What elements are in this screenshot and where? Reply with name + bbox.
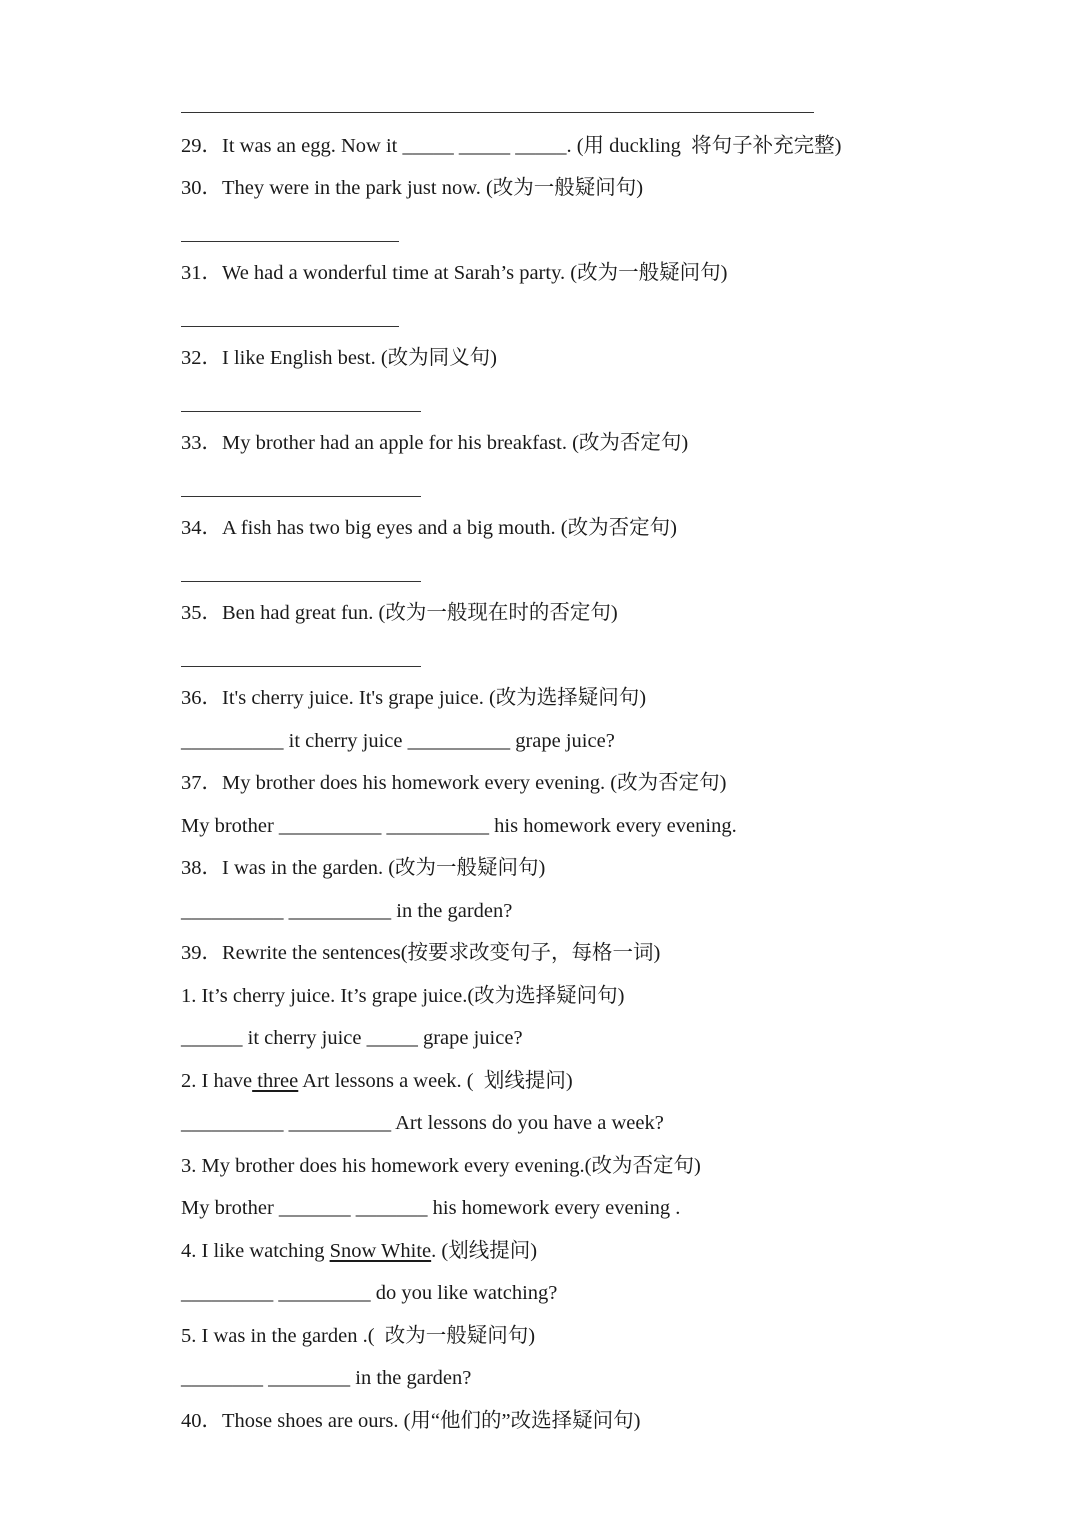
subanswer-3: My brother _______ _______ his homework every evening .	[181, 1197, 681, 1219]
underlined-word: three	[252, 1070, 299, 1092]
question-38: 38．I was in the garden. (改为一般疑问句)	[181, 857, 546, 879]
question-34: 34．A fish has two big eyes and a big mouth. (改为否定句)	[181, 517, 677, 539]
answer-line-34	[181, 581, 421, 582]
question-30: 30．They were in the park just now. (改为一般疑问句)	[181, 177, 644, 199]
subquestion-4-end: . (划线提问)	[431, 1240, 538, 1262]
subquestion-2	[181, 1067, 573, 1095]
question-35: 35．Ben had great fun. (改为一般现在时的否定句)	[181, 602, 618, 624]
answer-37: My brother __________ __________ his homework every evening.	[181, 815, 737, 837]
subquestion-3: 3. My brother does his homework every evening.(改为否定句)	[181, 1155, 701, 1177]
subquestion-4-start: 4. I like watching	[181, 1240, 330, 1262]
question-37: 37．My brother does his homework every evening. (改为否定句)	[181, 772, 727, 794]
subquestion-4	[181, 1237, 537, 1265]
question-32: 32．I like English best. (改为同义句)	[181, 347, 498, 369]
subanswer-1: ______ it cherry juice _____ grape juice?	[181, 1027, 523, 1049]
question-36: 36．It's cherry juice. It's grape juice. (改为选择疑问句)	[181, 687, 647, 709]
question-31: 31．We had a wonderful time at Sarah’s party. (改为一般疑问句)	[181, 262, 728, 284]
answer-line-35	[181, 666, 421, 667]
question-39: 39．Rewrite the sentences(按要求改变句子，每格一词)	[181, 942, 661, 964]
subquestion-1: 1. It’s cherry juice. It’s grape juice.(改为选择疑问句)	[181, 985, 625, 1007]
answer-line-31	[181, 326, 399, 327]
underlined-phrase: Snow White	[329, 1240, 432, 1262]
question-29: 29．It was an egg. Now it _____ _____ _____. (用 duckling 将句子补充完整)	[181, 135, 842, 157]
question-33: 33．My brother had an apple for his breakfast. (改为否定句)	[181, 432, 689, 454]
subquestion-5: 5. I was in the garden .( 改为一般疑问句)	[181, 1325, 536, 1347]
answer-38: __________ __________ in the garden?	[181, 900, 513, 922]
subanswer-2: __________ __________ Art lessons do you have a week?	[181, 1112, 664, 1134]
answer-line-30	[181, 241, 399, 242]
subquestion-2-end: Art lessons a week. ( 划线提问)	[298, 1070, 573, 1092]
question-40: 40．Those shoes are ours. (用“他们的”改选择疑问句)	[181, 1410, 641, 1432]
subanswer-4: _________ _________ do you like watching?	[181, 1282, 558, 1304]
subquestion-2-start: 2. I have	[181, 1070, 253, 1092]
subanswer-5: ________ ________ in the garden?	[181, 1367, 472, 1389]
answer-line-32	[181, 411, 421, 412]
answer-line-33	[181, 496, 421, 497]
answer-36: __________ it cherry juice __________ grape juice?	[181, 730, 615, 752]
top-answer-line	[181, 112, 814, 113]
